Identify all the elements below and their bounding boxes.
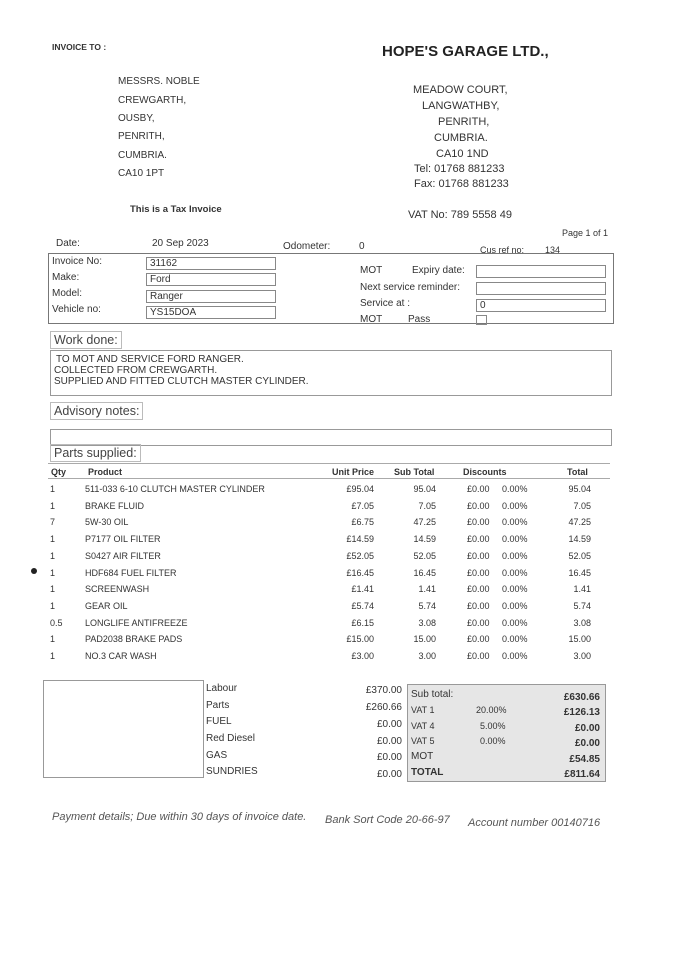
company-line: LANGWATHBY,	[422, 100, 500, 112]
service-at-field[interactable]: 0	[476, 299, 606, 312]
vat1-label: VAT 1	[411, 705, 435, 715]
company-line: CA10 1ND	[436, 148, 489, 160]
row-pct: 0.00%	[502, 568, 528, 578]
row-total: 1.41	[573, 584, 591, 594]
row-qty: 7	[50, 517, 56, 527]
row-qty: 1	[50, 534, 56, 544]
company-line: PENRITH,	[438, 116, 490, 128]
customer-line: OUSBY,	[118, 113, 155, 124]
vat4-rate: 5.00%	[480, 721, 506, 731]
row-pct: 0.00%	[502, 651, 528, 661]
vat5-label: VAT 5	[411, 736, 435, 746]
make-label: Make:	[52, 272, 80, 283]
table-row	[48, 517, 608, 534]
mot-charge-value: £54.85	[569, 754, 600, 765]
row-qty: 0.5	[50, 618, 63, 628]
work-done-line: COLLECTED FROM CREWGARTH.	[54, 365, 218, 376]
row-pct: 0.00%	[502, 517, 528, 527]
row-disc: £0.00	[467, 551, 490, 561]
row-total: 7.05	[573, 501, 591, 511]
row-disc: £0.00	[467, 501, 490, 511]
fuel-value: £0.00	[376, 719, 402, 730]
table-row	[48, 534, 608, 551]
total-header: Total	[567, 467, 588, 477]
row-product: HDF684 FUEL FILTER	[85, 568, 177, 578]
row-product: 5W-30 OIL	[85, 517, 129, 527]
row-pct: 0.00%	[502, 501, 528, 511]
row-qty: 1	[50, 551, 56, 561]
row-sub: 1.41	[418, 584, 436, 594]
row-qty: 1	[50, 484, 56, 494]
row-sub: 7.05	[418, 501, 436, 511]
sundries-label: SUNDRIES	[206, 766, 258, 777]
row-product: GEAR OIL	[85, 601, 128, 611]
unit-price-header: Unit Price	[332, 467, 375, 477]
row-unit: £15.00	[346, 634, 374, 644]
date-value: 20 Sep 2023	[152, 238, 209, 249]
row-disc: £0.00	[467, 584, 490, 594]
total-label: TOTAL	[411, 767, 444, 778]
row-qty: 1	[50, 584, 56, 594]
vehicle-no-label: Vehicle no:	[52, 304, 101, 315]
work-done-line: SUPPLIED AND FITTED CLUTCH MASTER CYLINDER.	[54, 376, 309, 387]
row-unit: £16.45	[346, 568, 374, 578]
sub-total-header: Sub Total	[394, 467, 435, 477]
advisory-label: Advisory notes:	[50, 402, 143, 420]
parts-header	[48, 467, 608, 484]
product-header: Product	[88, 467, 123, 477]
row-disc: £0.00	[467, 568, 490, 578]
row-total: 52.05	[568, 551, 591, 561]
invoice-to-label: INVOICE TO :	[52, 42, 107, 52]
vat4-value: £0.00	[574, 723, 600, 734]
parts-charge-label: Parts	[206, 700, 230, 711]
next-service-field[interactable]	[476, 282, 606, 295]
row-pct: 0.00%	[502, 551, 528, 561]
row-sub: 3.08	[418, 618, 436, 628]
row-total: 15.00	[568, 634, 591, 644]
expiry-label: Expiry date:	[412, 265, 465, 276]
subtotal-value: £630.66	[563, 692, 600, 703]
row-pct: 0.00%	[502, 634, 528, 644]
row-sub: 95.04	[413, 484, 436, 494]
customer-line: CUMBRIA.	[118, 150, 167, 161]
table-row	[48, 651, 608, 668]
work-done-label: Work done:	[50, 331, 122, 349]
row-pct: 0.00%	[502, 534, 528, 544]
row-qty: 1	[50, 568, 56, 578]
sort-code: Bank Sort Code 20-66-97	[325, 814, 450, 826]
row-unit: £6.75	[351, 517, 374, 527]
company-name: HOPE'S GARAGE LTD.,	[382, 43, 549, 60]
row-sub: 14.59	[413, 534, 436, 544]
labour-value: £370.00	[365, 685, 402, 696]
subtotal-label: Sub total:	[411, 689, 454, 700]
row-product: 511-033 6-10 CLUTCH MASTER CYLINDER	[85, 484, 265, 494]
row-sub: 15.00	[413, 634, 436, 644]
row-qty: 1	[50, 651, 56, 661]
total-value: £811.64	[564, 769, 600, 780]
odometer-label: Odometer:	[283, 241, 331, 252]
cus-ref-label: Cus ref no:	[480, 245, 525, 255]
table-row	[48, 618, 608, 635]
row-product: BRAKE FLUID	[85, 501, 145, 511]
row-sub: 52.05	[413, 551, 436, 561]
work-done-box	[50, 350, 612, 396]
row-pct: 0.00%	[502, 484, 528, 494]
row-total: 95.04	[568, 484, 591, 494]
red-diesel-value: £0.00	[376, 736, 402, 747]
fuel-label: FUEL	[206, 716, 232, 727]
row-unit: £95.04	[346, 484, 374, 494]
row-total: 5.74	[573, 601, 591, 611]
red-diesel-label: Red Diesel	[206, 733, 255, 744]
row-sub: 16.45	[413, 568, 436, 578]
sundries-value: £0.00	[376, 769, 402, 780]
gas-value: £0.00	[376, 752, 402, 763]
customer-line: MESSRS. NOBLE	[118, 76, 200, 87]
row-qty: 1	[50, 601, 56, 611]
row-disc: £0.00	[467, 651, 490, 661]
row-disc: £0.00	[467, 534, 490, 544]
page-info: Page 1 of 1	[562, 228, 609, 238]
row-product: PAD2038 BRAKE PADS	[85, 634, 183, 644]
row-pct: 0.00%	[502, 601, 528, 611]
row-unit: £1.41	[351, 584, 374, 594]
vat5-rate: 0.00%	[480, 736, 506, 746]
row-unit: £7.05	[351, 501, 374, 511]
row-pct: 0.00%	[502, 584, 528, 594]
parts-divider	[48, 463, 610, 464]
payment-details: Payment details; Due within 30 days of invoice date.	[52, 811, 307, 823]
date-label: Date:	[56, 238, 80, 249]
tax-invoice-text: This is a Tax Invoice	[130, 204, 222, 215]
row-product: SCREENWASH	[85, 584, 150, 594]
pass-label: Pass	[408, 314, 431, 325]
vat1-value: £126.13	[563, 707, 600, 718]
table-row	[48, 584, 608, 601]
mot-label: MOT	[360, 265, 383, 276]
row-unit: £52.05	[346, 551, 374, 561]
table-row	[48, 568, 608, 585]
row-pct: 0.00%	[502, 618, 528, 628]
vat1-rate: 20.00%	[476, 705, 507, 715]
make-field[interactable]: Ford	[146, 273, 276, 286]
work-done-line: TO MOT AND SERVICE FORD RANGER.	[56, 354, 244, 365]
row-unit: £6.15	[351, 618, 374, 628]
invoice-no-label: Invoice No:	[52, 256, 103, 267]
company-line: CUMBRIA.	[434, 132, 488, 144]
customer-line: CREWGARTH,	[118, 95, 187, 106]
odometer-value: 0	[359, 241, 365, 252]
row-sub: 3.00	[418, 651, 436, 661]
cus-ref-value: 134	[545, 245, 561, 255]
row-product: P7177 OIL FILTER	[85, 534, 161, 544]
table-row	[48, 501, 608, 518]
customer-line: CA10 1PT	[118, 168, 165, 179]
account-number: Account number 00140716	[468, 817, 601, 829]
row-sub: 5.74	[418, 601, 436, 611]
row-product: NO.3 CAR WASH	[85, 651, 157, 661]
vehicle-no-field[interactable]: YS15DOA	[146, 306, 276, 319]
service-at-label: Service at :	[360, 298, 411, 309]
row-sub: 47.25	[413, 517, 436, 527]
vat-number: VAT No: 789 5558 49	[408, 209, 512, 221]
row-disc: £0.00	[467, 517, 490, 527]
row-total: 47.25	[568, 517, 591, 527]
gas-label: GAS	[206, 750, 228, 761]
row-total: 16.45	[568, 568, 591, 578]
parts-header-divider	[48, 478, 610, 479]
notes-box	[43, 680, 204, 778]
margin-dot	[31, 568, 37, 574]
row-unit: £5.74	[351, 601, 374, 611]
row-qty: 1	[50, 634, 56, 644]
row-total: 3.00	[573, 651, 591, 661]
qty-header: Qty	[51, 467, 67, 477]
pass-checkbox[interactable]	[476, 315, 487, 325]
discounts-header: Discounts	[463, 467, 507, 477]
company-line: MEADOW COURT,	[413, 84, 508, 96]
table-row	[48, 634, 608, 651]
row-product: S0427 AIR FILTER	[85, 551, 161, 561]
invoice-no-field[interactable]: 31162	[146, 257, 276, 270]
row-disc: £0.00	[467, 484, 490, 494]
table-row	[48, 484, 608, 501]
parts-charge-value: £260.66	[365, 702, 402, 713]
row-total: 3.08	[573, 618, 591, 628]
model-field[interactable]: Ranger	[146, 290, 276, 303]
mot-charge-label: MOT	[411, 751, 434, 762]
mot-pass-label: MOT	[360, 314, 383, 325]
model-label: Model:	[52, 288, 83, 299]
row-unit: £14.59	[346, 534, 374, 544]
customer-line: PENRITH,	[118, 131, 165, 142]
row-qty: 1	[50, 501, 56, 511]
row-unit: £3.00	[351, 651, 374, 661]
vat4-label: VAT 4	[411, 721, 435, 731]
row-disc: £0.00	[467, 634, 490, 644]
row-disc: £0.00	[467, 601, 490, 611]
table-row	[48, 601, 608, 618]
row-total: 14.59	[568, 534, 591, 544]
labour-label: Labour	[206, 683, 238, 694]
vat5-value: £0.00	[574, 738, 600, 749]
next-service-label: Next service reminder:	[360, 282, 461, 293]
company-tel: Tel: 01768 881233	[414, 163, 505, 175]
row-product: LONGLIFE ANTIFREEZE	[85, 618, 188, 628]
row-disc: £0.00	[467, 618, 490, 628]
company-fax: Fax: 01768 881233	[414, 178, 509, 190]
table-row	[48, 551, 608, 568]
parts-label: Parts supplied:	[50, 444, 141, 462]
expiry-field[interactable]	[476, 265, 606, 278]
